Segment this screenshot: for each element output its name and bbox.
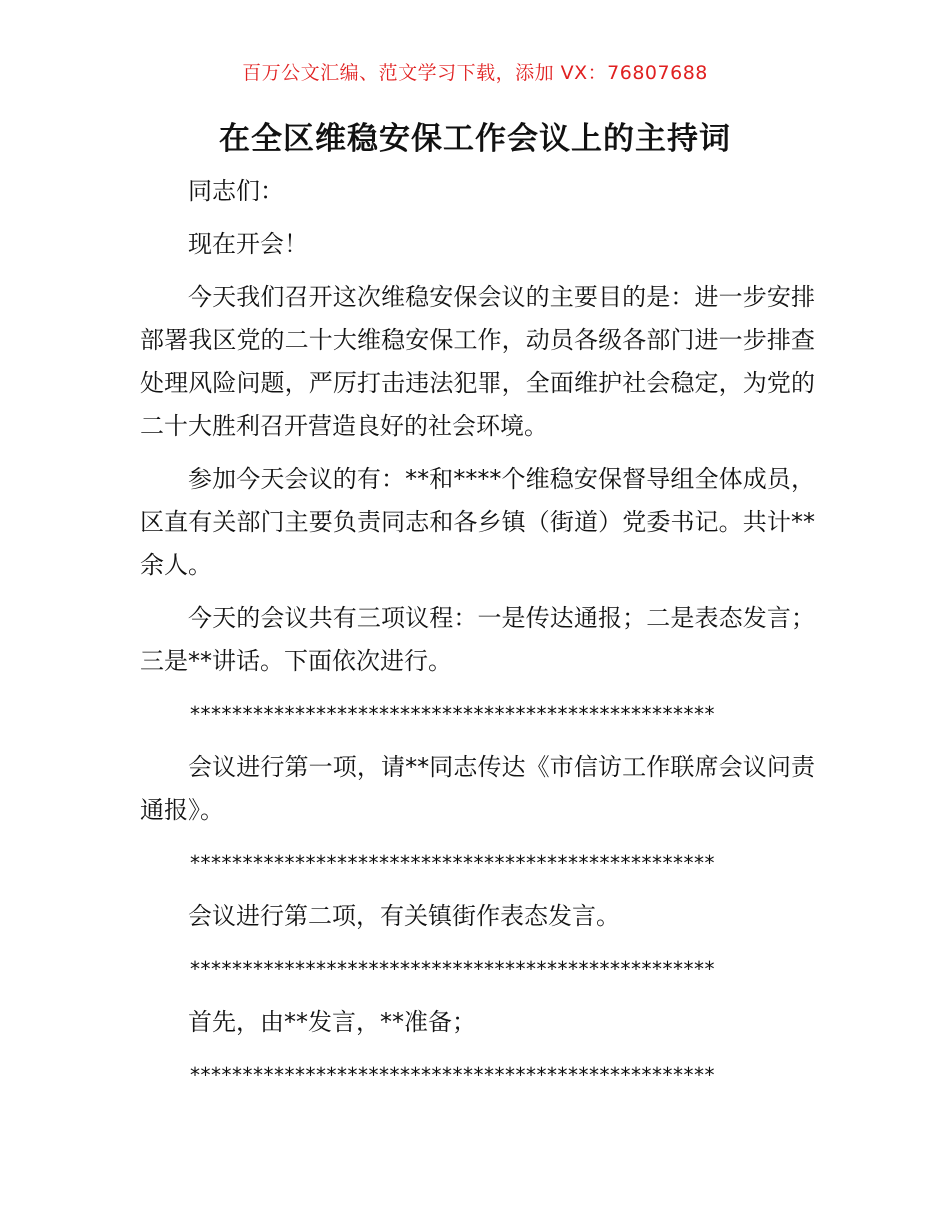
paragraph-opening: 现在开会！ [188,230,308,258]
paragraph-greeting: 同志们： [188,177,284,205]
paragraph-first-speaker: 首先，由**发言，**准备； [188,1008,476,1036]
separator-line: ************************************************** [190,702,715,726]
paragraph-item-one: 会议进行第一项，请**同志传达《市信访工作联席会议问责通报》。 [140,753,815,824]
paragraph-item-two: 会议进行第二项，有关镇街作表态发言。 [188,902,620,930]
separator-line: ************************************************** [190,851,715,875]
header-note: 百万公文汇编、范文学习下载，添加 VX：76807688 [242,62,708,84]
paragraph-attendees: 参加今天会议的有：**和****个维稳安保督导组全体成员，区直有关部门主要负责同志和各乡镇（街道）党委书记。共计**余人。 [140,465,815,579]
document-body [140,170,815,1107]
paragraph-agenda: 今天的会议共有三项议程：一是传达通报；二是表态发言；三是**讲话。下面依次进行。 [140,604,815,675]
paragraph-purpose: 今天我们召开这次维稳安保会议的主要目的是：进一步安排部署我区党的二十大维稳安保工作，动员各级各部门进一步排查处理风险问题，严厉打击违法犯罪，全面维护社会稳定，为党的二十大胜利召开营造良好的社会环境。 [140,283,815,440]
separator-line: ************************************************** [190,1063,715,1087]
document-title: 在全区维稳安保工作会议上的主持词 [219,121,731,157]
separator-line: ************************************************** [190,957,715,981]
